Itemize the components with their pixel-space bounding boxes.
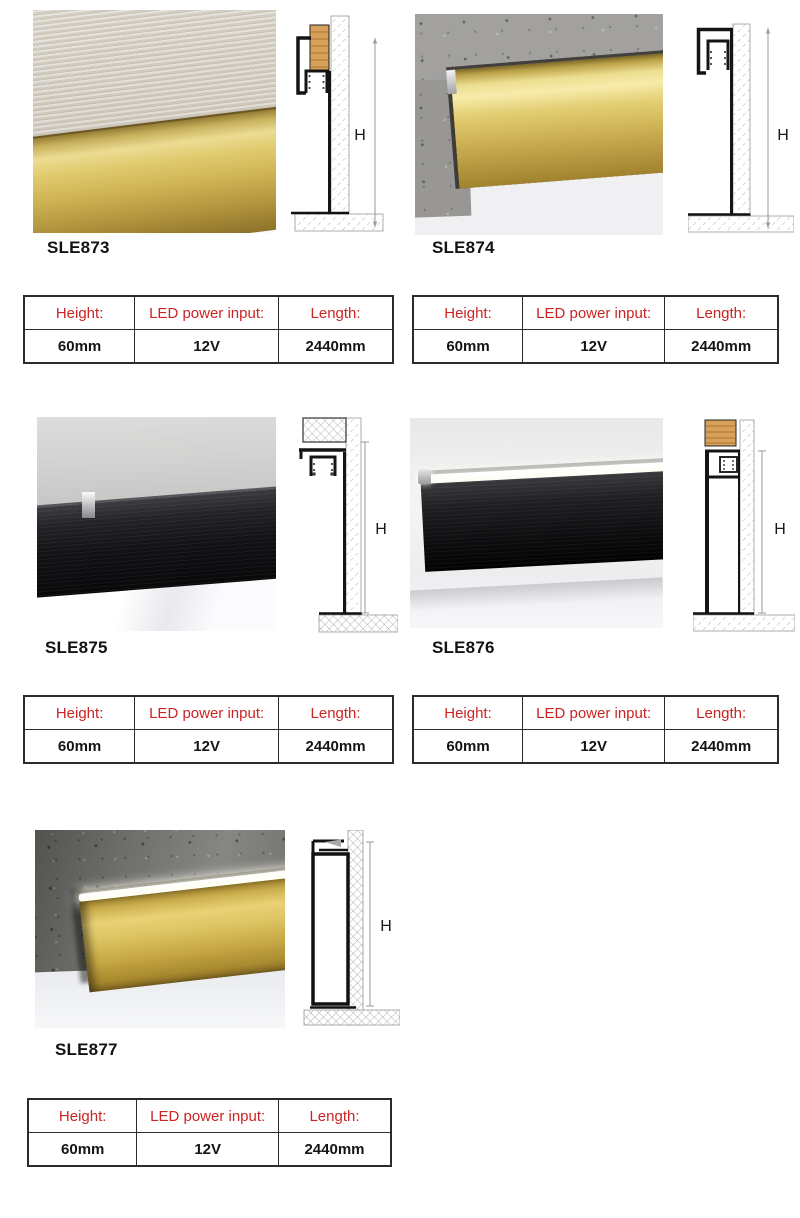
cross-section-diagram [298, 830, 400, 1042]
spec-value-height: 60mm [24, 730, 135, 764]
product-code: SLE875 [45, 638, 108, 657]
product-photo [415, 14, 663, 235]
wall-hatch [733, 24, 750, 214]
product-section-sle877 [25, 828, 394, 1168]
spec-value-led-power: 12V [137, 1133, 279, 1167]
dimension-label: H [354, 127, 366, 144]
spec-value-led-power: 12V [135, 730, 279, 764]
skirting-board-gold [450, 48, 663, 189]
dimension-label: H [777, 127, 789, 144]
spec-value-length: 2440mm [665, 730, 778, 764]
spec-table [412, 695, 779, 764]
spec-header-led-power: LED power input: [135, 296, 279, 330]
floor-hatch [319, 615, 398, 632]
spec-header-height: Height: [413, 696, 523, 730]
spec-header-length: Length: [665, 696, 778, 730]
skirting-board-body [421, 470, 663, 572]
profile-end-cap [418, 469, 431, 484]
spec-header-height: Height: [28, 1099, 137, 1133]
profile-channel [708, 41, 728, 70]
floor-hatch [295, 214, 383, 231]
floor-hatch [693, 615, 795, 631]
led-contact-dots [308, 75, 324, 89]
cross-section-diagram [283, 12, 385, 234]
cross-section-diagram [688, 12, 794, 238]
spec-table [23, 695, 394, 764]
product-code: SLE873 [47, 238, 110, 257]
floor-hatch [304, 1010, 400, 1025]
dimension-label: H [380, 918, 392, 935]
spec-header-led-power: LED power input: [523, 696, 665, 730]
spec-header-length: Length: [279, 296, 393, 330]
floor-hatch [688, 216, 794, 232]
spec-table [412, 295, 779, 364]
aluminium-clip [82, 492, 95, 518]
spec-header-length: Length: [279, 696, 393, 730]
spec-value-height: 60mm [413, 730, 523, 764]
spec-value-height: 60mm [28, 1133, 137, 1167]
product-code: SLE877 [55, 1040, 118, 1059]
spec-value-led-power: 12V [523, 330, 665, 364]
spec-value-height: 60mm [24, 330, 135, 364]
tile-block [303, 418, 346, 442]
spec-value-length: 2440mm [279, 330, 393, 364]
spec-header-led-power: LED power input: [137, 1099, 279, 1133]
spec-value-led-power: 12V [523, 730, 665, 764]
product-photo [410, 418, 663, 628]
product-section-sle873 [23, 8, 394, 364]
wall-hatch [331, 16, 349, 213]
spec-header-led-power: LED power input: [135, 696, 279, 730]
led-contact-dots [710, 51, 726, 65]
led-contact-dots [312, 463, 334, 476]
spec-header-length: Length: [278, 1099, 391, 1133]
product-photo [33, 10, 276, 233]
spec-header-height: Height: [413, 296, 523, 330]
spec-value-length: 2440mm [279, 730, 393, 764]
cross-section-diagram [291, 412, 398, 642]
spec-header-led-power: LED power input: [523, 296, 665, 330]
spec-value-length: 2440mm [278, 1133, 391, 1167]
spec-header-length: Length: [665, 296, 778, 330]
spec-value-led-power: 12V [135, 330, 279, 364]
spec-table [27, 1098, 392, 1167]
profile-box [313, 854, 348, 1004]
skirting-board-black-led [420, 457, 663, 588]
product-photo [37, 417, 276, 631]
product-code: SLE874 [432, 238, 495, 257]
aluminium-clip [446, 70, 457, 95]
spec-header-height: Height: [24, 296, 135, 330]
product-code: SLE876 [432, 638, 495, 657]
skirting-board-black [37, 486, 276, 599]
product-section-sle875 [23, 410, 394, 764]
dimension-label: H [774, 521, 786, 538]
led-housing [720, 457, 737, 472]
cross-section-diagram [693, 412, 795, 640]
product-photo [35, 830, 285, 1028]
product-section-sle874 [410, 8, 789, 364]
photo-tilt-layer [33, 10, 276, 233]
wood-block [705, 420, 736, 446]
wall-hatch [740, 420, 754, 614]
product-section-sle876 [410, 410, 786, 764]
wall-hatch [348, 830, 363, 1025]
spec-value-height: 60mm [413, 330, 523, 364]
dimension-label: H [375, 521, 387, 538]
spec-table [23, 295, 394, 364]
wall-hatch [346, 418, 361, 614]
spec-value-length: 2440mm [665, 330, 778, 364]
spec-header-height: Height: [24, 696, 135, 730]
